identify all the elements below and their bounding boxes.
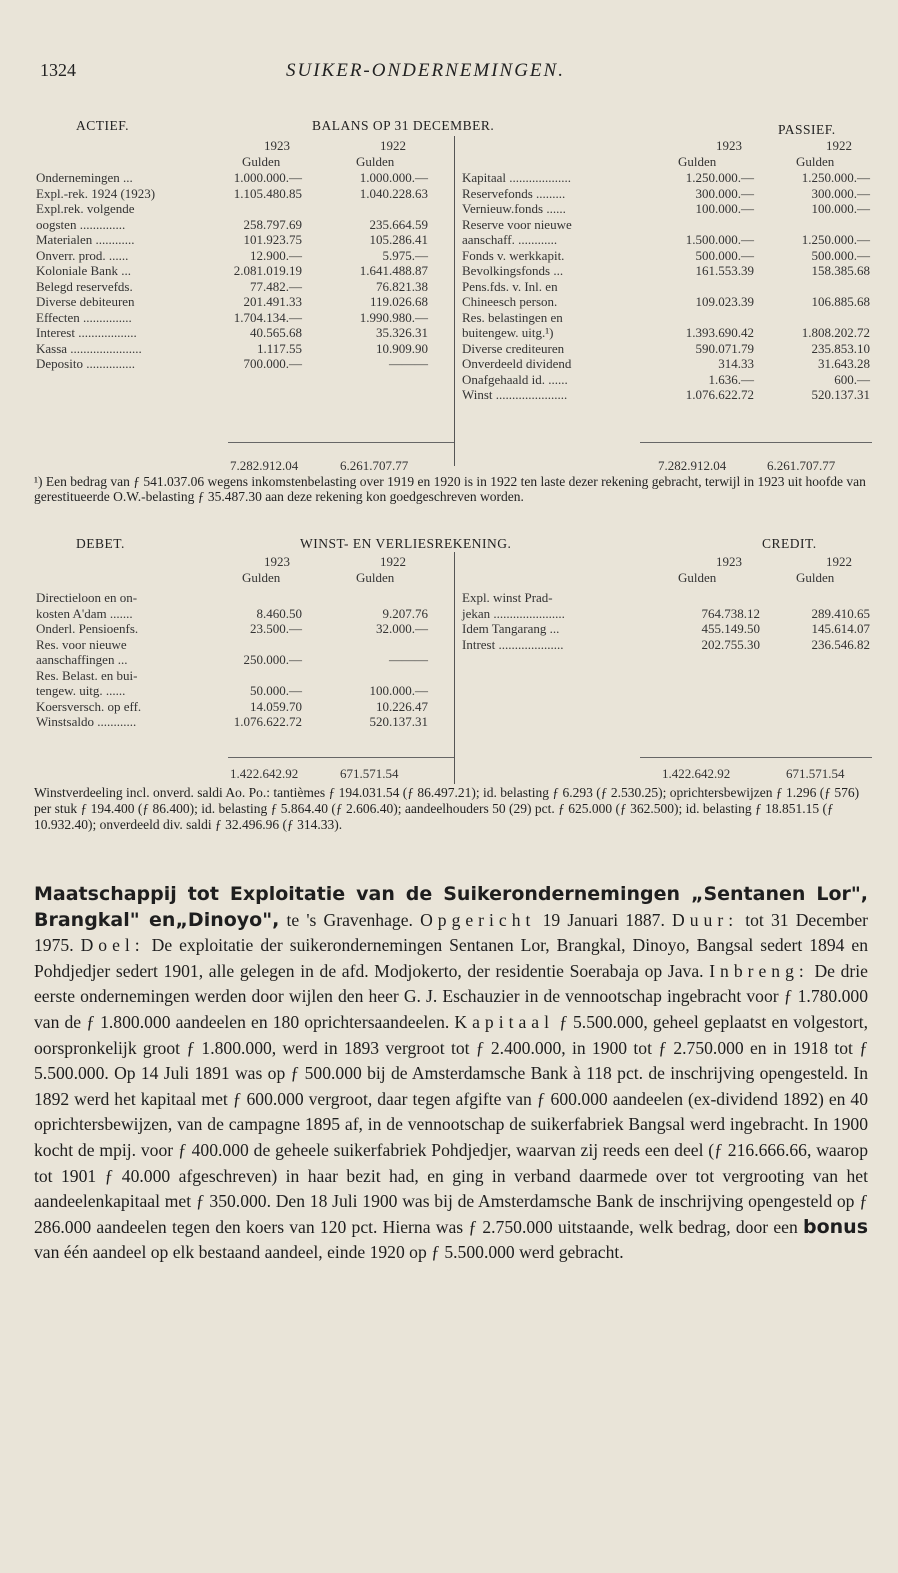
value-1922: 500.000.— [811, 247, 870, 263]
row-label: Expl.-rek. 1924 (1923) [36, 185, 156, 201]
row-label: Belegd reservefds. [36, 278, 133, 294]
value-1922: 1.808.202.72 [801, 325, 870, 340]
table-row [462, 294, 872, 310]
row-label: Winst ...................... [462, 387, 568, 402]
value-1922: 236.546.82 [811, 636, 870, 652]
page-header [40, 60, 870, 84]
value-1923: 250.000.— [243, 652, 302, 667]
value-1922: 119.026.68 [369, 294, 428, 309]
row-label: Chineesch person. [462, 294, 558, 309]
label-doel: Doel: [80, 935, 145, 956]
table-row [462, 590, 872, 606]
value-1923: 8.460.50 [256, 605, 302, 621]
table-row [462, 263, 872, 279]
row-label: Onverr. prod. ...... [36, 247, 129, 263]
table-row [36, 201, 454, 217]
value-1922: 600.— [834, 371, 870, 387]
value-1923: 202.755.30 [701, 636, 760, 652]
row-label: jekan ...................... [462, 605, 565, 621]
label-duur: Duur: [672, 909, 739, 930]
value-1922: 145.614.07 [811, 621, 870, 636]
row-label: aanschaffingen ... [36, 652, 128, 667]
table-row [36, 356, 454, 372]
table-row [36, 683, 454, 699]
pl-title: WINST- EN VERLIESREKENING. [300, 536, 512, 551]
balance-actief-label: ACTIEF. [76, 118, 130, 133]
value-1923: 23.500.— [250, 621, 302, 636]
row-label: Expl. winst Prad- [462, 590, 553, 605]
value-1923: 500.000.— [695, 247, 754, 263]
value-1922: ——— [389, 356, 428, 371]
table-row [462, 621, 872, 637]
row-label: Bevolkingsfonds ... [462, 263, 564, 278]
row-label: Deposito ............... [36, 356, 135, 371]
value-1923: 201.491.33 [243, 294, 302, 309]
table-row [36, 341, 454, 357]
value-1923: 455.149.50 [701, 621, 760, 636]
row-label: Onverdeeld dividend [462, 356, 572, 371]
row-label: Diverse debiteuren [36, 294, 135, 309]
company-name: Maatschappij tot Exploitatie van de Suikerondernemingen „Sentanen Lor", Brangkal" en„Dinoyo", [34, 883, 868, 931]
value-1922: 35.326.31 [376, 325, 428, 340]
doel-text: De exploitatie der suikerondernemingen Sentanen Lor, Brangkal, Dinoyo, Bangsal sedert 1894 en Pohdjedjer sedert 1901, alle gelegen in de afd. Modjokerto, der residentie Soerabaja op Java. [34, 935, 868, 981]
row-label: tengew. uitg. ...... [36, 683, 126, 698]
row-label: oogsten .............. [36, 216, 126, 232]
table-row [36, 248, 454, 264]
table-row [36, 263, 454, 279]
table-row [462, 217, 872, 233]
balance-divider [454, 136, 455, 466]
value-1923: 1.393.690.42 [685, 325, 754, 340]
value-1923: 50.000.— [250, 683, 302, 698]
value-1923: 1.500.000.— [685, 232, 754, 247]
value-1923: 590.071.79 [695, 340, 754, 356]
running-title: SUIKER-ONDERNEMINGEN. [286, 60, 565, 81]
table-row [36, 637, 454, 653]
table-row [36, 170, 454, 186]
value-1922: 300.000.— [811, 185, 870, 201]
table-row [462, 310, 872, 326]
value-1922: 100.000.— [811, 201, 870, 216]
table-row [462, 248, 872, 264]
value-1923: 1.250.000.— [685, 170, 754, 185]
value-1923: 109.023.39 [695, 294, 754, 309]
balance-footnote: ¹) Een bedrag van ƒ 541.037.06 wegens inkomstenbelasting over 1919 en 1920 is in 1922 ten laste dezer rekening gebracht, terwijl in 1923 uit hoofde van gerestitueerde O.W.-belasting ƒ 35.487.30 aan deze rekening kon goedgeschreven worden. [34, 474, 866, 504]
table-row [462, 232, 872, 248]
value-1922: 235.853.10 [811, 340, 870, 356]
value-1923: 700.000.— [243, 356, 302, 371]
company-description [34, 882, 868, 1266]
value-1922: 1.250.000.— [801, 170, 870, 185]
value-1922: 520.137.31 [811, 387, 870, 402]
row-label: Directieloon en on- [36, 590, 138, 605]
table-row [36, 590, 454, 606]
table-row [462, 637, 872, 653]
row-label: Onderl. Pensioenfs. [36, 621, 139, 636]
table-row [462, 356, 872, 372]
value-1922: 106.885.68 [811, 294, 870, 309]
value-1922: 105.286.41 [369, 232, 428, 247]
row-label: Materialen ............ [36, 232, 135, 247]
row-label: Koloniale Bank ... [36, 263, 131, 278]
value-1923: 1.076.622.72 [685, 387, 754, 402]
page-number: 1324 [40, 60, 76, 80]
table-row [36, 232, 454, 248]
table-row [36, 279, 454, 295]
value-1923: 1.000.000.— [233, 170, 302, 185]
pl-column-headers: 1923 1922 1923 1922 Gulden Gulden Gulden Gulden [242, 554, 852, 585]
table-row [36, 186, 454, 202]
row-label: Interest .................. [36, 325, 137, 340]
label-inbreng: Inbreng: [709, 960, 809, 981]
row-label: Reserve voor nieuwe [462, 216, 572, 232]
winstverdeeling-text: Winstverdeeling incl. onverd. saldi Ao. Po.: tantièmes ƒ 194.031.54 (ƒ 86.497.21); id. belasting ƒ 6.293 (ƒ 2.530.25); oprichtersbewijzen ƒ 1.296 (ƒ 576) per stuk ƒ 194.400 (ƒ 86.400); id. belasting ƒ 5.864.40 (ƒ 2.606.40); aandeelhouders 50 (29) pct. ƒ 625.000 (ƒ 362.500); id. belasting ƒ 18.851.15 (ƒ 10.932.40); onverdeeld div. saldi ƒ 32.496.96 (ƒ 314.33). [34, 785, 860, 832]
value-1923: 77.482.— [250, 278, 302, 294]
value-1922: 10.226.47 [376, 698, 428, 714]
table-row [36, 310, 454, 326]
table-row [462, 201, 872, 217]
table-row [36, 325, 454, 341]
duur-text: tot 31 December 1975. [34, 909, 868, 956]
value-1922: ——— [389, 652, 428, 667]
table-row [36, 714, 454, 730]
balance-actief-table [36, 170, 454, 372]
row-label: Effecten ............... [36, 309, 132, 325]
table-row [462, 186, 872, 202]
value-1923: 764.738.12 [701, 605, 760, 621]
row-label: Res. belastingen en [462, 309, 563, 325]
table-row [36, 621, 454, 637]
row-label: kosten A'dam ....... [36, 605, 133, 621]
pl-credit-label: CREDIT. [762, 536, 817, 551]
opgericht-date: 19 Januari 1887. [542, 909, 665, 930]
row-label: Expl.rek. volgende [36, 201, 135, 216]
table-row [462, 170, 872, 186]
value-1922: 1.990.980.— [359, 309, 428, 325]
value-1922: 1.641.488.87 [359, 263, 428, 278]
value-1923: 2.081.019.19 [233, 263, 302, 278]
balance-totals: 7.282.912.04 6.261.707.77 7.282.912.04 6.261.707.77 [230, 458, 836, 473]
value-1923: 1.117.55 [256, 340, 302, 356]
value-1923: 1.704.134.— [233, 309, 302, 325]
value-1922: 9.207.76 [382, 605, 428, 621]
value-1922: 1.040.228.63 [359, 185, 428, 201]
balance-passief-table [462, 170, 872, 403]
label-kapitaal: Kapitaal [454, 1011, 554, 1032]
balance-passief-label: PASSIEF. [778, 122, 836, 137]
value-1922: 1.000.000.— [359, 170, 428, 185]
kapitaal-text: ƒ 5.500.000, geheel geplaatst en volgestort, oorspronkelijk groot ƒ 1.800.000, werd in 1893 vergroot tot ƒ 2.400.000, in 1900 tot ƒ 2.750.000 en in 1918 tot ƒ 5.500.000. Op 14 Juli 1891 was op ƒ 500.000 bij de Amsterdamsche Bank à 118 pct. de inschrijving opengesteld. In 1892 werd het kapitaal met ƒ 600.000 vergroot, daar tegen afgifte van ƒ 600.000 aandeelen (ex-dividend 1892) en 40 oprichtersbewijzen, van de campagne 1895 af, in de vennootschap de suikerfabriek Bangsal werd ingebracht. In 1900 kocht de mpij. voor ƒ 400.000 de geheele suikerfabriek Pohdjedjer, waarvan zij reeds een deel (ƒ 216.666.66, waarop tot 1901 ƒ 40.000 afgeschreven) in haar bezit had, en ging in verband daarmede over tot vergrooting van het aandeelenkapitaal met ƒ 350.000. Den 18 Juli 1900 was bij de Amsterdamsche Bank de inschrijving opengesteld op ƒ 286.000 aandeelen tegen den koers van 120 pct. Hierna was ƒ 2.750.000 uitstaande, welk bedrag, door een [34, 1011, 868, 1237]
row-label: buitengew. uitg.¹) [462, 325, 554, 340]
row-label: Pens.fds. v. Inl. en [462, 278, 558, 294]
value-1923: 300.000.— [695, 185, 754, 201]
label-opgericht: Opgericht [420, 909, 536, 930]
kapitaal-text-end: van één aandeel op elk bestaand aandeel, einde 1920 op ƒ 5.500.000 werd gebracht. [34, 1242, 624, 1263]
row-label: Intrest .................... [462, 636, 564, 652]
value-1923: 100.000.— [695, 201, 754, 216]
table-row [462, 341, 872, 357]
row-label: Idem Tangarang ... [462, 621, 560, 636]
row-label: Kassa ...................... [36, 340, 142, 356]
table-row [462, 372, 872, 388]
table-row [462, 387, 872, 403]
table-row [36, 606, 454, 622]
row-label: Res. Belast. en bui- [36, 667, 138, 683]
table-row [36, 652, 454, 668]
table-row [462, 325, 872, 341]
value-1923: 101.923.75 [243, 232, 302, 247]
value-1923: 258.797.69 [243, 216, 302, 232]
value-1923: 161.553.39 [695, 263, 754, 278]
table-row [36, 668, 454, 684]
table-row [36, 217, 454, 233]
value-1923: 1.636.— [708, 371, 754, 387]
value-1922: 31.643.28 [818, 356, 870, 371]
value-1922: 5.975.— [382, 247, 428, 263]
value-1922: 1.250.000.— [801, 232, 870, 247]
table-row [462, 279, 872, 295]
value-1922: 100.000.— [369, 683, 428, 698]
row-label: Diverse crediteuren [462, 340, 565, 356]
pl-totals: 1.422.642.92 671.571.54 1.422.642.92 671.571.54 [230, 766, 845, 781]
value-1922: 235.664.59 [369, 216, 428, 232]
row-label: Res. voor nieuwe [36, 636, 127, 652]
row-label: Reservefonds ......... [462, 185, 566, 201]
inbreng-text: De drie eerste ondernemingen werden door wijlen den heer G. J. Eschauzier in de vennootschap ingebracht voor ƒ 1.780.000 van de ƒ 1.800.000 aandeelen en 180 oprichtersaandeelen. [34, 960, 868, 1032]
row-label: Koersversch. op eff. [36, 698, 142, 714]
value-1922: 158.385.68 [811, 263, 870, 278]
row-label: Ondernemingen ... [36, 170, 133, 185]
balance-title: BALANS OP 31 DECEMBER. [312, 118, 495, 133]
row-label: Vernieuw.fonds ...... [462, 201, 566, 216]
value-1923: 40.565.68 [250, 325, 302, 340]
pl-divider [454, 552, 455, 784]
pl-credit-table [462, 590, 872, 652]
table-row [36, 294, 454, 310]
row-label: Fonds v. werkkapit. [462, 247, 565, 263]
value-1923: 314.33 [718, 356, 754, 371]
table-row [462, 606, 872, 622]
value-1923: 14.059.70 [250, 698, 302, 714]
row-label: Kapitaal ................... [462, 170, 572, 185]
value-1922: 289.410.65 [811, 605, 870, 621]
company-seat: te 's Gravenhage. [286, 909, 413, 930]
table-row [36, 699, 454, 715]
row-label: Winstsaldo ............ [36, 714, 137, 729]
balance-column-headers: 1923 1922 1923 1922 Gulden Gulden Gulden Gulden [242, 138, 852, 169]
bonus-word: bonus [802, 1215, 868, 1238]
value-1923: 12.900.— [250, 247, 302, 263]
pl-debet-label: DEBET. [76, 536, 125, 551]
value-1923: 1.076.622.72 [233, 714, 302, 729]
value-1923: 1.105.480.85 [233, 185, 302, 201]
row-label: aanschaff. ............ [462, 232, 558, 247]
pl-debet-table [36, 590, 454, 730]
value-1922: 10.909.90 [376, 340, 428, 356]
row-label: Onafgehaald id. ...... [462, 371, 568, 387]
value-1922: 520.137.31 [369, 714, 428, 729]
value-1922: 32.000.— [376, 621, 428, 636]
value-1922: 76.821.38 [376, 278, 428, 294]
